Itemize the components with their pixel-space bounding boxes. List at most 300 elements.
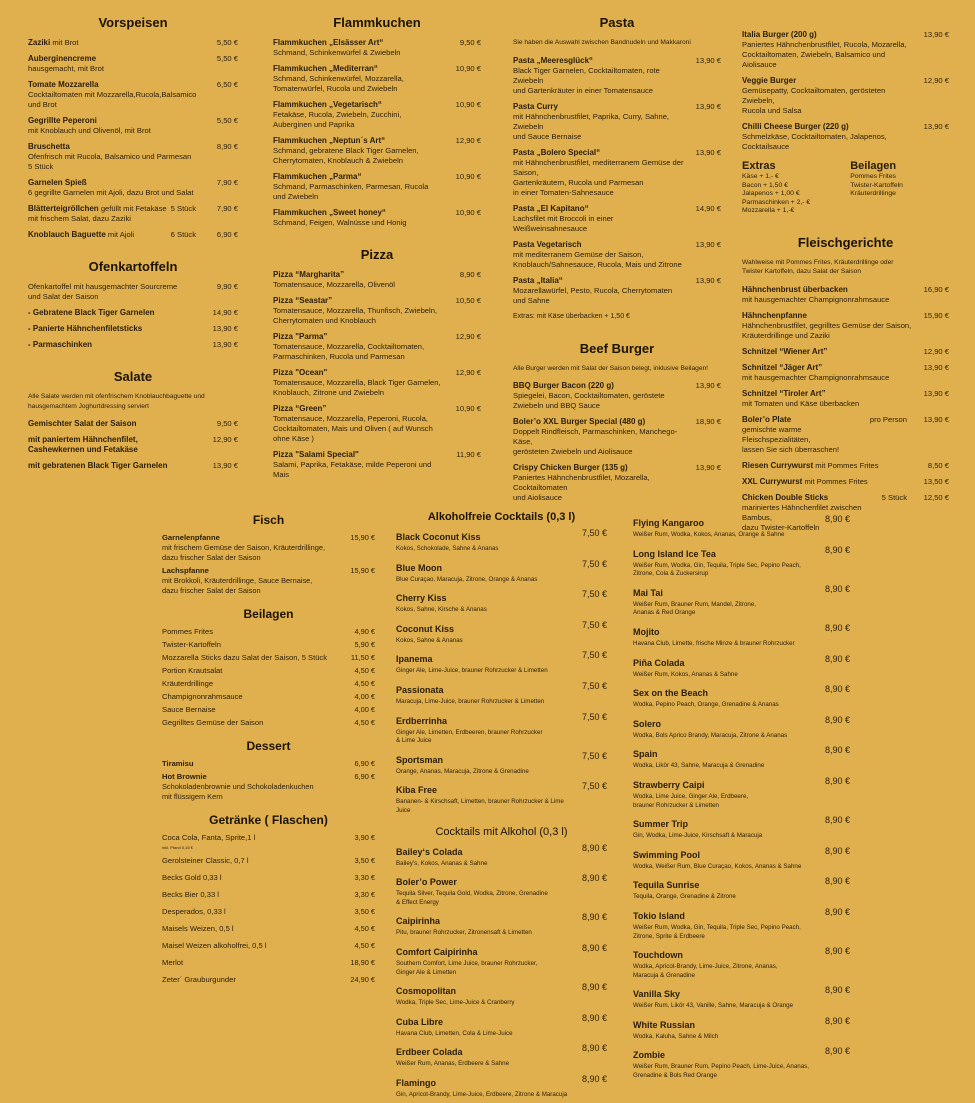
menu-item[interactable] [633,814,850,841]
item-description: Blue Curaçao, Maracuja, Zitrone, Orange & Ananas [396,575,538,583]
menu-section [28,14,238,240]
menu-item[interactable] [28,178,238,198]
item-price: 3,30 € [354,873,375,882]
item-name: Erdbeer Colada [396,1047,463,1058]
menu-item[interactable] [162,679,375,689]
item-name: Mozzarella Sticks dazu Salat der Saison, 5 Stück [162,653,328,662]
item-price-group [204,282,238,292]
item-name: Veggie Burger [742,76,797,85]
item-name: Pasta „Italia“ [513,275,563,285]
list-entry: Parmaschinken + 2,- € [742,198,811,206]
item-price-group [341,533,375,543]
item-name: Schnitzel “Tiroler Art” [742,388,826,398]
item-price: 14,90 € [212,308,238,317]
item-price-group [816,906,850,918]
menu-item[interactable] [742,30,949,70]
menu-item[interactable] [28,435,238,455]
item-price: 11,50 € [350,653,375,662]
item-name: Pasta „Bolero Special“ [513,147,601,157]
item-price-group [816,583,850,595]
item-name: Bailey‘s Colada [396,846,463,857]
menu-item[interactable] [162,975,375,985]
menu-item[interactable] [396,1012,607,1039]
item-text [513,56,687,96]
item-text [396,558,573,585]
item-price-group [816,1045,850,1057]
column-pasta-burger [513,14,721,509]
item-name: Coconut Kiss [396,623,455,634]
menu-item[interactable] [513,417,721,457]
menu-item[interactable] [396,872,607,907]
item-text [742,389,915,409]
menu-section [633,513,850,1081]
menu-item[interactable] [396,1073,607,1100]
item-name: Flying Kangaroo [633,518,705,528]
item-description: Southern Comfort, Lime Juice, brauner Rohrzucker, Ginger Ale & Limetten [396,959,538,976]
menu-item[interactable] [273,404,481,444]
item-name: Sauce Bernaise [162,705,216,714]
menu-item[interactable] [396,911,607,938]
item-text [742,363,915,383]
item-price: 8,90 € [216,142,238,151]
menu-item[interactable] [513,381,721,411]
item-description: Wodka, Pepino Peach, Orange, Grenadine & Ananas [633,701,779,709]
menu-item[interactable] [28,419,238,429]
item-text [162,566,341,596]
column-cocktails [396,509,607,1103]
menu-item[interactable] [162,833,375,853]
item-price: 4,50 € [354,666,375,675]
item-text [633,845,816,872]
item-price-group [573,942,607,954]
item-price-group [341,705,375,715]
menu-item[interactable] [396,780,607,815]
menu-item[interactable] [162,666,375,676]
item-text [742,76,915,116]
menu-item[interactable] [633,513,850,540]
item-price-group [816,875,850,887]
item-price-group [341,958,375,968]
item-text [28,419,204,429]
menu-item[interactable] [28,142,238,172]
item-description: Wodka, Likör 43, Sahne, Maracuja & Grenadine [633,762,765,770]
item-name: Pasta „Meeresglück“ [513,55,594,65]
item-price: 8,90 € [824,714,850,725]
item-name: Desperados, 0,33 l [162,907,226,916]
section-title: Ofenkartoffeln [88,259,178,274]
menu-item[interactable] [633,1045,850,1080]
item-description: Bananen- & Kirschsaft, Limetten, brauner Rohrzucker & Lime Juice [396,798,564,814]
menu-item[interactable] [396,942,607,977]
menu-item[interactable] [273,136,481,166]
item-text [162,679,341,689]
item-name: BBQ Burger Bacon (220 g) [513,381,614,390]
item-name: - Parmaschinken [28,340,93,349]
menu-item[interactable] [273,270,481,290]
item-price: 9,90 € [216,282,238,291]
item-text [162,975,341,985]
menu-item[interactable] [162,873,375,883]
item-name: Flammkuchen „Elsässer Art“ [273,38,384,47]
item-name: Tomate Mozzarella [28,80,99,89]
item-price: 8,90 € [824,906,850,917]
item-description: Tomatensauce, Mozzarella, Cocktailtomaten, Parmaschinken, Rucola und Parmesan [273,342,425,361]
item-description: Ofenfrisch mit Rucola, Balsamico und Parmesan 5 Stück [28,152,192,171]
item-price-group [341,679,375,689]
menu-item[interactable] [162,627,375,637]
section-title: Alkoholfreie Cocktails (0,3 l) [427,511,576,523]
menu-item[interactable] [513,204,721,234]
item-name: Tequila Sunrise [633,880,700,891]
menu-item[interactable] [273,38,481,58]
menu-item[interactable] [633,1015,850,1042]
item-text [742,285,915,305]
menu-item[interactable] [742,461,949,471]
section-title: Pasta [599,15,635,30]
item-name: Touchdown [633,950,683,961]
menu-item[interactable] [162,772,375,802]
item-name: Pizza "Salami Special" [273,450,359,459]
menu-item[interactable] [162,640,375,650]
section-title: Fisch [252,513,285,527]
item-text [396,588,573,615]
menu-item[interactable] [162,718,375,728]
item-text [28,340,204,350]
item-price-group [687,381,721,391]
item-name: Hähnchenbrust überbacken [742,284,848,294]
item-name: Riesen Currywurst [742,460,814,470]
menu-item[interactable] [513,463,721,503]
menu-item[interactable] [742,122,949,152]
menu-item[interactable] [396,619,607,646]
item-description: Kokos, Schokolade, Sahne & Ananas [396,545,499,552]
menu-item[interactable] [28,116,238,136]
item-price-group [341,924,375,934]
item-price: 8,50 € [927,460,949,470]
item-description: Tomatensauce, Mozzarella, Olivenöl [273,280,395,289]
item-description: mit Tomaten und Käse überbacken [742,398,860,408]
item-price-group [341,975,375,985]
item-name: Pasta „El Kapitano“ [513,203,589,213]
item-description: Weißer Rum, Kokos, Ananas & Sahne [633,670,738,678]
item-price: 5,50 € [216,38,238,47]
item-description: Salami, Paprika, Fetakäse, milde Peperoni und Mais [273,460,432,479]
item-price-group [870,415,949,425]
item-price-group [573,872,607,884]
item-description: Mozarellawürfel, Pesto, Rucola, Cherrytomaten und Sahne [513,285,673,305]
menu-item[interactable] [742,347,949,357]
item-price: 7,90 € [216,204,238,213]
menu-item[interactable] [633,906,850,941]
item-price-group [915,461,949,471]
item-price-group [447,296,481,306]
item-price-group [204,54,238,64]
item-text [396,649,573,676]
menu-item[interactable] [633,544,850,579]
menu-item[interactable] [273,332,481,362]
item-description: Wodka, Kaluha, Sahne & Milch [633,1032,719,1040]
item-text [396,680,573,707]
menu-item[interactable] [633,984,850,1011]
item-name: Kiba Free [396,785,438,796]
menu-item[interactable] [28,38,238,48]
item-price: 13,90 € [695,101,721,111]
item-name: Flammkuchen „Parma“ [273,172,362,181]
section-title: Salate [113,369,153,384]
menu-item[interactable] [28,308,238,318]
item-price-group [447,172,481,182]
item-name: Vanilla Sky [633,989,681,1000]
item-text [162,856,341,866]
item-text [28,38,204,48]
item-name: Chilli Cheese Burger (220 g) [742,122,849,131]
item-price-group [573,750,607,762]
item-price-group [204,461,238,471]
item-price-group [915,122,949,132]
menu-item[interactable] [633,875,850,902]
item-description: Weißer Rum, Wodka, Gin, Tequila, Triple Sec, Pepino Peach, Zitrone, Cola & Zuckersirup [633,561,801,578]
item-name: Cosmopolitan [396,986,456,997]
item-price: 6,90 € [216,230,238,239]
item-price: 13,90 € [923,414,949,424]
item-text [273,172,447,202]
item-price-group [204,419,238,429]
item-price: 8,90 € [824,946,850,957]
menu-item[interactable] [28,340,238,350]
menu-item[interactable] [162,907,375,917]
menu-item[interactable] [513,102,721,142]
item-name: Tiramisu [162,759,194,768]
item-name: Summer Trip [633,819,689,830]
menu-item[interactable] [513,240,721,270]
item-text [162,924,341,934]
item-price: 12,50 € [923,492,949,502]
item-price-group [687,204,721,214]
item-description: Tomatensauce, Mozzarella, Peperoni, Rucola, Cocktailtomaten, Mais und Oliven ( auf Wunsch ohne Käse ) [273,414,433,443]
item-name: Pizza “Green” [273,404,327,413]
item-text [273,450,447,480]
menu-item[interactable] [742,311,949,341]
menu-item[interactable] [513,148,721,198]
item-price: 8,90 € [581,982,607,993]
item-price: 7,90 € [216,178,238,187]
menu-item[interactable] [162,759,375,769]
item-name: Gegrilltes Gemüse der Saison [162,718,264,727]
item-extra: mit Ajoli [107,230,135,239]
item-price: 13,90 € [212,324,238,333]
menu-item[interactable] [633,714,850,741]
item-name: Twister-Kartoffeln [162,640,221,649]
item-price: 8,90 € [824,514,850,524]
menu-item[interactable] [742,389,949,409]
item-description: Schmand, Schinkenwürfel, Mozzarella, Tomatenwürfel, Rucola und Zwiebeln [273,74,404,93]
menu-item[interactable] [513,276,721,306]
item-extra: Ofenkartoffel mit hausgemachter Sourcreme und Salat der Saison [28,282,178,301]
menu-item[interactable] [28,230,238,240]
section-intro: Wahlweise mit Pommes Frites, Kräuterdrillinge oder Twister Kartoffeln, dazu Salat der Saison [742,258,894,276]
menu-item[interactable] [273,100,481,130]
item-price-group [341,653,375,663]
menu-section [396,509,607,816]
menu-item[interactable] [162,705,375,715]
menu-item[interactable] [513,56,721,96]
item-name: Swimming Pool [633,849,701,860]
item-text [633,544,816,579]
item-price: 8,90 € [824,876,850,887]
menu-item[interactable] [396,711,607,746]
item-name: Mai Tai [633,587,663,598]
item-price-group [915,347,949,357]
menu-item[interactable] [396,588,607,615]
item-price: 13,90 € [695,463,721,472]
menu-item[interactable] [162,958,375,968]
menu-item[interactable] [742,363,949,383]
item-description: Havana Club, Limette, frische Minze & brauner Rohrzucker [633,639,795,647]
item-price-group [447,270,481,280]
menu-item[interactable] [28,461,238,471]
item-text [742,477,915,487]
menu-item[interactable] [162,856,375,866]
menu-item[interactable] [162,533,375,563]
item-text [742,461,915,471]
item-price: 13,90 € [212,340,238,349]
menu-item[interactable] [162,941,375,951]
menu-item[interactable] [396,981,607,1008]
item-quantity: pro Person [869,414,907,424]
menu-item[interactable] [742,477,949,487]
item-price-group [816,814,850,826]
item-text [396,1042,573,1069]
item-price: 8,90 € [581,1012,607,1023]
menu-item[interactable] [396,558,607,585]
item-description: mit Hähnchenbrustfilet, Paprika, Curry, Sahne, Zwiebeln und Sauce Bernaise [513,111,670,141]
menu-item[interactable] [28,324,238,334]
item-price-group [204,38,238,48]
menu-item[interactable] [28,282,238,302]
menu-item[interactable] [633,775,850,810]
item-text [273,208,447,228]
menu-item[interactable] [742,285,949,305]
item-price: 3,50 € [354,907,375,916]
item-text [396,711,573,746]
item-name: Pizza "Ocean" [273,368,328,377]
item-name: Gemischter Salat der Saison [28,419,137,428]
item-name: XXL Currywurst [742,476,803,486]
menu-item[interactable] [396,1042,607,1069]
item-text [513,204,687,234]
menu-item[interactable] [633,622,850,649]
menu-item[interactable] [396,649,607,676]
item-price: 4,50 € [354,718,375,727]
item-price-group [204,178,238,188]
menu-item[interactable] [162,924,375,934]
item-price-group [687,102,721,112]
column-flammkuchen-pizza [273,14,481,486]
menu-item[interactable] [162,653,375,663]
item-text [273,136,447,166]
menu-item[interactable] [633,683,850,710]
item-text [273,38,447,58]
item-price: 12,90 € [455,332,481,341]
item-price-group [915,389,949,399]
menu-section [513,340,721,504]
item-text [396,750,573,777]
item-text [513,102,687,142]
menu-item[interactable] [28,204,238,224]
item-description: Paniertes Hähnchenbrustfilet, Rucola, Mozarella, Cocktailtomaten, Zwiebeln, Balsamico und Aiolisauce [742,40,907,69]
item-price: 18,90 € [695,417,721,426]
item-text [28,324,204,334]
menu-item[interactable] [396,842,607,869]
item-text [28,178,204,198]
menu-item[interactable] [273,208,481,228]
item-text [28,142,204,172]
menu-item[interactable] [396,527,607,554]
menu-item[interactable] [273,64,481,94]
list-entry: Twister-Kartoffeln [850,181,903,189]
menu-item[interactable] [162,890,375,900]
item-text [28,116,204,136]
menu-item[interactable] [742,415,949,455]
menu-item[interactable] [273,172,481,202]
item-price: 8,90 € [824,745,850,756]
item-text [28,54,204,74]
item-price: 15,90 € [350,566,375,575]
item-name: mit paniertem Hähnchenfilet, Cashewkernen und Fetakäse [28,435,138,454]
item-description: Lachsfilet mit Broccoli in einer Weißweinsahnesauce [513,213,614,233]
section-title: Getränke ( Flaschen) [209,813,328,827]
menu-item[interactable] [633,945,850,980]
menu-item[interactable] [162,692,375,702]
item-price-group [816,775,850,787]
item-price: 4,00 € [354,705,375,714]
item-price-group [447,208,481,218]
item-text [162,627,341,637]
item-price: 8,90 € [581,1073,607,1084]
menu-item[interactable] [633,653,850,680]
menu-item[interactable] [273,296,481,326]
menu-section [273,14,481,228]
menu-item[interactable] [28,80,238,110]
item-text [273,64,447,94]
menu-item[interactable] [28,54,238,74]
menu-item[interactable] [273,368,481,398]
item-name: Piña Colada [633,657,685,668]
menu-item[interactable] [633,845,850,872]
item-price: 15,90 € [350,533,375,542]
menu-item[interactable] [396,750,607,777]
item-text [633,653,816,680]
list-title: Beilagen [850,160,897,172]
item-text [633,1015,816,1042]
menu-item[interactable] [633,583,850,618]
menu-item[interactable] [396,680,607,707]
item-description: Gemüsepatty, Cocktailtomaten, gerösteten Zwiebeln, Rucola und Salsa [742,86,886,115]
item-description: Kokos, Sahne, Kirsche & Ananas [396,606,487,614]
menu-item[interactable] [633,744,850,771]
item-price-group [341,759,375,769]
item-price-group [915,311,949,321]
list-entry: Mozzarella + 1,-€ [742,207,795,215]
menu-item[interactable] [742,76,949,116]
item-price-group [573,981,607,993]
item-description: Ginger Ale, Limetten, Erdbeeren, brauner Rohrzucker & Lime Juice [396,728,543,745]
menu-item[interactable] [273,450,481,480]
menu-item[interactable] [162,566,375,596]
item-text [396,619,573,646]
item-text [633,1045,816,1080]
item-price: 7,50 € [581,528,607,538]
